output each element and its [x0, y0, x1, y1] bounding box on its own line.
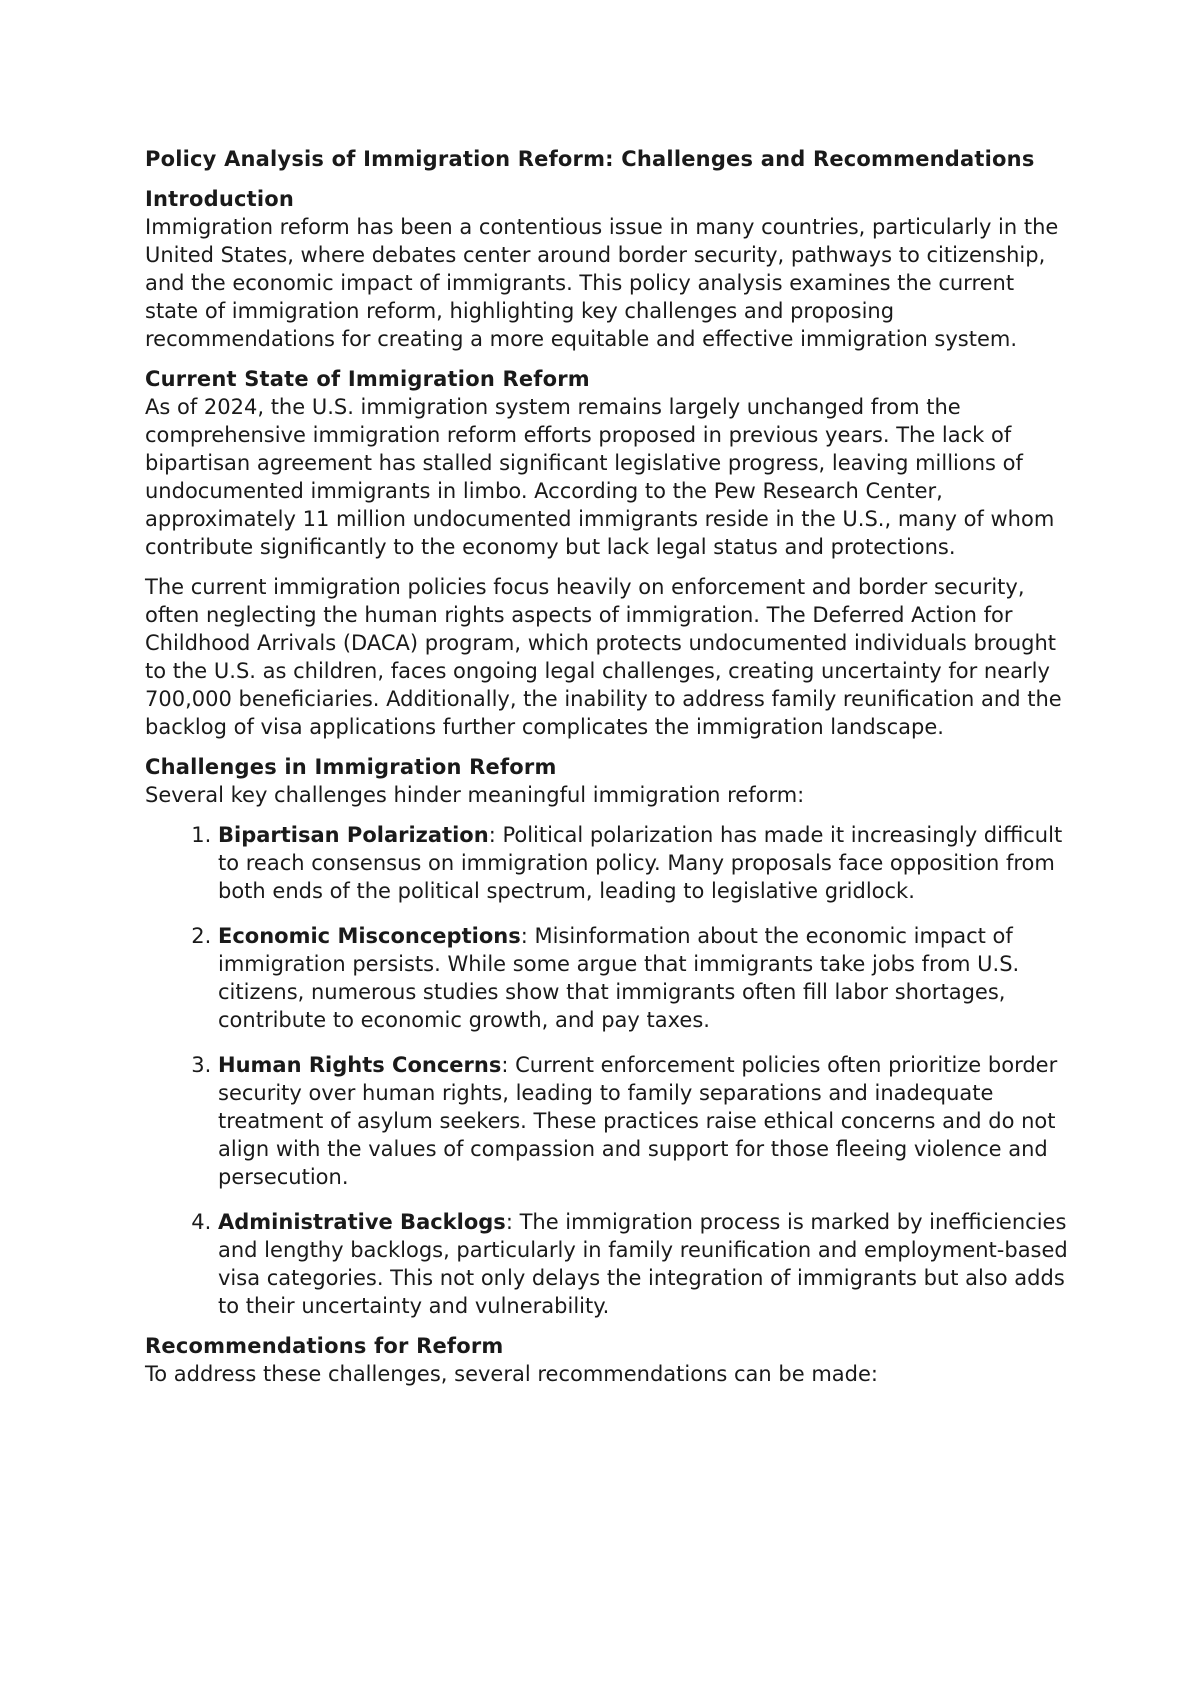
challenge-text: : The immigration process is marked by inefficiencies and lengthy backlogs, particularly in family reunification and employment-based visa categories. This not only delays the integration of immigrants but also adds to their uncertainty and vulnerability.: [218, 1210, 1068, 1318]
introduction-paragraph: Immigration reform has been a contentious issue in many countries, particularly in the United States, where debates center around border security, pathways to citizenship, and the economic impact of immigrants. This policy analysis examines the current state of immigration reform, highlighting key challenges and proposing recommendations for creating a more equitable and effective immigration system.: [145, 215, 1059, 351]
challenge-item: [218, 821, 1070, 905]
challenge-item: [218, 1051, 1070, 1191]
challenge-item: [218, 922, 1070, 1034]
current-state-paragraph-1: As of 2024, the U.S. immigration system remains largely unchanged from the comprehensive immigration reform efforts proposed in previous years. The lack of bipartisan agreement has stalled significant legislative progress, leaving millions of undocumented immigrants in limbo. According to the Pew Research Center, approximately 11 million undocumented immigrants reside in the U.S., many of whom contribute significantly to the economy but lack legal status and protections.: [145, 395, 1055, 559]
challenge-term: Human Rights Concerns: [218, 1053, 502, 1077]
document-content: [145, 145, 1070, 1400]
challenge-text: : Misinformation about the economic impact of immigration persists. While some argue that immigrants take jobs from U.S. citizens, numerous studies show that immigrants often fill labor shortages, contribute to economic growth, and pay taxes.: [218, 924, 1020, 1032]
section-recommendations: [145, 1332, 1070, 1388]
current-state-paragraph-2: The current immigration policies focus heavily on enforcement and border security, often neglecting the human rights aspects of immigration. The Deferred Action for Childhood Arrivals (DACA) program, which protects undocumented individuals brought to the U.S. as children, faces ongoing legal challenges, creating uncertainty for nearly 700,000 beneficiaries. Additionally, the inability to address family reunification and the backlog of visa applications further complicates the immigration landscape.: [145, 575, 1062, 739]
challenges-list: [145, 821, 1070, 1320]
challenge-term: Bipartisan Polarization: [218, 823, 489, 847]
section-heading-challenges: Challenges in Immigration Reform: [145, 755, 557, 779]
challenge-term: Administrative Backlogs: [218, 1210, 506, 1234]
section-heading-introduction: Introduction: [145, 187, 295, 211]
section-heading-recommendations: Recommendations for Reform: [145, 1334, 504, 1358]
recommendations-intro: To address these challenges, several recommendations can be made:: [145, 1362, 878, 1386]
document-title: Policy Analysis of Immigration Reform: Challenges and Recommendations: [145, 147, 1035, 171]
section-introduction: [145, 185, 1070, 353]
challenges-intro: Several key challenges hinder meaningful immigration reform:: [145, 783, 805, 807]
challenge-text: : Political polarization has made it increasingly difficult to reach consensus on immigration policy. Many proposals face opposition from both ends of the political spectrum, leading to legislative gridlock.: [218, 823, 1063, 903]
section-heading-current-state: Current State of Immigration Reform: [145, 367, 590, 391]
section-current-state: [145, 365, 1070, 741]
challenge-item: [218, 1208, 1070, 1320]
challenge-term: Economic Misconceptions: [218, 924, 521, 948]
section-challenges: [145, 753, 1070, 1320]
challenge-text: : Current enforcement policies often prioritize border security over human rights, leading to family separations and inadequate treatment of asylum seekers. These practices raise ethical concerns and do not align with the values of compassion and support for those fleeing violence and persecution.: [218, 1053, 1058, 1189]
